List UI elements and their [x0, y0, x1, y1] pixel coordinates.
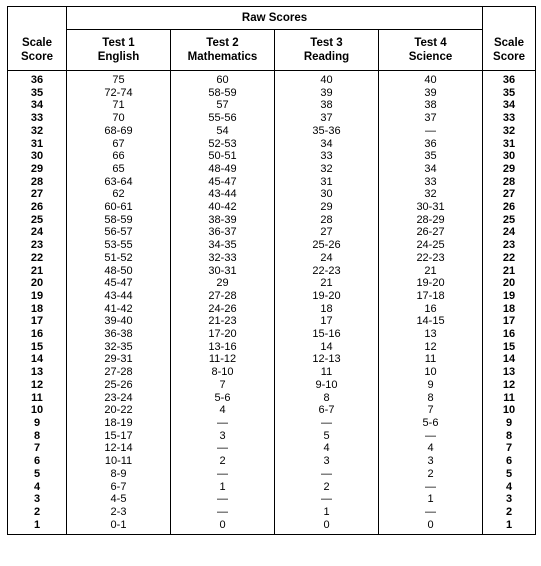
reading-raw: 29	[275, 201, 379, 214]
mathematics-raw: 43-44	[171, 188, 275, 201]
reading-raw: 21	[275, 277, 379, 290]
science-raw: 37	[379, 112, 483, 125]
table-row	[8, 150, 536, 163]
table-row	[8, 379, 536, 392]
table-row	[8, 214, 536, 227]
mathematics-raw: 58-59	[171, 87, 275, 100]
mathematics-raw: —	[171, 417, 275, 430]
table-row	[8, 417, 536, 430]
table-row	[8, 455, 536, 468]
table-row	[8, 163, 536, 176]
science-raw: 10	[379, 366, 483, 379]
science-header-line2: Science	[408, 51, 453, 63]
scale-score-left: 13	[8, 366, 67, 379]
table-row	[8, 188, 536, 201]
scale-score-right: 4	[483, 481, 536, 494]
reading-raw: 2	[275, 481, 379, 494]
scale-score-left: 14	[8, 353, 67, 366]
reading-header-line1: Test 3	[310, 37, 343, 49]
mathematics-raw: 11-12	[171, 353, 275, 366]
table-row	[8, 99, 536, 112]
scale-score-right: 35	[483, 87, 536, 100]
scale-score-right: 11	[483, 392, 536, 405]
mathematics-raw: 13-16	[171, 341, 275, 354]
english-raw: 68-69	[67, 125, 171, 138]
table-row	[8, 87, 536, 100]
mathematics-raw: 8-10	[171, 366, 275, 379]
scale-score-left: 31	[8, 138, 67, 151]
english-raw: 72-74	[67, 87, 171, 100]
table-row	[8, 430, 536, 443]
table-row	[8, 404, 536, 417]
scale-score-right: 5	[483, 468, 536, 481]
table-row	[8, 328, 536, 341]
scale-score-right: 24	[483, 226, 536, 239]
scale-score-left: 24	[8, 226, 67, 239]
reading-raw: 15-16	[275, 328, 379, 341]
mathematics-raw: 27-28	[171, 290, 275, 303]
mathematics-raw: 32-33	[171, 252, 275, 265]
english-raw: 2-3	[67, 506, 171, 519]
reading-raw: 12-13	[275, 353, 379, 366]
scale-score-left: 22	[8, 252, 67, 265]
scale-score-left: 4	[8, 481, 67, 494]
scale-score-left: 36	[8, 71, 67, 87]
reading-raw: 1	[275, 506, 379, 519]
mathematics-header-line2: Mathematics	[187, 51, 258, 63]
scale-score-left: 6	[8, 455, 67, 468]
english-raw: 62	[67, 188, 171, 201]
table-row	[8, 201, 536, 214]
english-raw: 51-52	[67, 252, 171, 265]
reading-raw: 34	[275, 138, 379, 151]
scale-score-header-right-top	[483, 7, 536, 30]
mathematics-header	[171, 30, 275, 71]
science-raw: 2	[379, 468, 483, 481]
scale-score-right: 15	[483, 341, 536, 354]
reading-raw: 11	[275, 366, 379, 379]
scale-score-left: 2	[8, 506, 67, 519]
score-rows	[8, 71, 536, 535]
table-row	[8, 303, 536, 316]
reading-raw: 4	[275, 442, 379, 455]
reading-raw: 9-10	[275, 379, 379, 392]
science-raw: 30-31	[379, 201, 483, 214]
mathematics-raw: 52-53	[171, 138, 275, 151]
science-raw: 5-6	[379, 417, 483, 430]
scale-score-left: 16	[8, 328, 67, 341]
table-row	[8, 125, 536, 138]
table-row	[8, 138, 536, 151]
table-row	[8, 265, 536, 278]
english-raw: 43-44	[67, 290, 171, 303]
science-raw: —	[379, 506, 483, 519]
scale-score-header-left	[8, 30, 67, 71]
science-raw: 14-15	[379, 315, 483, 328]
scale-score-header-left-line2: Score	[21, 50, 53, 63]
science-raw: 22-23	[379, 252, 483, 265]
table-row	[8, 481, 536, 494]
scale-score-left: 21	[8, 265, 67, 278]
science-raw: —	[379, 125, 483, 138]
english-raw: 18-19	[67, 417, 171, 430]
scale-score-right: 18	[483, 303, 536, 316]
scale-score-right: 22	[483, 252, 536, 265]
reading-raw: 28	[275, 214, 379, 227]
reading-raw: —	[275, 468, 379, 481]
scale-score-left: 23	[8, 239, 67, 252]
scale-score-header-right-line2: Score	[493, 50, 525, 63]
mathematics-raw: 1	[171, 481, 275, 494]
scale-score-left: 12	[8, 379, 67, 392]
scale-score-right: 28	[483, 176, 536, 189]
table-row	[8, 341, 536, 354]
reading-raw: 24	[275, 252, 379, 265]
scale-score-right: 2	[483, 506, 536, 519]
science-raw: 8	[379, 392, 483, 405]
scale-score-right: 13	[483, 366, 536, 379]
science-header-line1: Test 4	[414, 37, 447, 49]
scale-score-right: 1	[483, 519, 536, 535]
reading-raw: —	[275, 417, 379, 430]
mathematics-raw: 36-37	[171, 226, 275, 239]
mathematics-raw: 57	[171, 99, 275, 112]
english-raw: 65	[67, 163, 171, 176]
mathematics-raw: 3	[171, 430, 275, 443]
english-raw: 63-64	[67, 176, 171, 189]
score-conversion-table	[7, 6, 536, 535]
reading-raw: 39	[275, 87, 379, 100]
table-row	[8, 252, 536, 265]
scale-score-left: 20	[8, 277, 67, 290]
science-raw: 13	[379, 328, 483, 341]
english-raw: 39-40	[67, 315, 171, 328]
mathematics-raw: 2	[171, 455, 275, 468]
science-raw: —	[379, 481, 483, 494]
table-row	[8, 277, 536, 290]
scale-score-right: 29	[483, 163, 536, 176]
scale-score-left: 18	[8, 303, 67, 316]
english-raw: 0-1	[67, 519, 171, 535]
scale-score-right: 12	[483, 379, 536, 392]
scale-score-right: 31	[483, 138, 536, 151]
reading-raw: 8	[275, 392, 379, 405]
scale-score-left: 5	[8, 468, 67, 481]
english-raw: 45-47	[67, 277, 171, 290]
mathematics-raw: 29	[171, 277, 275, 290]
mathematics-raw: 5-6	[171, 392, 275, 405]
reading-header	[275, 30, 379, 71]
mathematics-raw: —	[171, 468, 275, 481]
scale-score-right: 27	[483, 188, 536, 201]
science-raw: 19-20	[379, 277, 483, 290]
mathematics-raw: 30-31	[171, 265, 275, 278]
scale-score-right: 30	[483, 150, 536, 163]
science-raw: —	[379, 430, 483, 443]
english-raw: 41-42	[67, 303, 171, 316]
scale-score-right: 32	[483, 125, 536, 138]
reading-raw: 25-26	[275, 239, 379, 252]
science-raw: 34	[379, 163, 483, 176]
mathematics-raw: 24-26	[171, 303, 275, 316]
scale-score-right: 10	[483, 404, 536, 417]
english-raw: 27-28	[67, 366, 171, 379]
reading-raw: 14	[275, 341, 379, 354]
table-row	[8, 290, 536, 303]
table-row	[8, 353, 536, 366]
science-raw: 32	[379, 188, 483, 201]
scale-score-right: 7	[483, 442, 536, 455]
english-raw: 12-14	[67, 442, 171, 455]
raw-scores-header: Raw Scores	[67, 7, 483, 30]
english-raw: 36-38	[67, 328, 171, 341]
reading-raw: 18	[275, 303, 379, 316]
science-raw: 17-18	[379, 290, 483, 303]
english-raw: 23-24	[67, 392, 171, 405]
science-raw: 11	[379, 353, 483, 366]
reading-header-line2: Reading	[303, 51, 350, 63]
english-raw: 53-55	[67, 239, 171, 252]
mathematics-raw: 7	[171, 379, 275, 392]
scale-score-left: 33	[8, 112, 67, 125]
scale-score-right: 6	[483, 455, 536, 468]
science-raw: 3	[379, 455, 483, 468]
reading-raw: 37	[275, 112, 379, 125]
english-raw: 29-31	[67, 353, 171, 366]
reading-raw: —	[275, 493, 379, 506]
english-raw: 25-26	[67, 379, 171, 392]
scale-score-right: 26	[483, 201, 536, 214]
english-raw: 20-22	[67, 404, 171, 417]
reading-raw: 6-7	[275, 404, 379, 417]
scale-score-left: 15	[8, 341, 67, 354]
scale-score-right: 14	[483, 353, 536, 366]
table-row	[8, 366, 536, 379]
scale-score-right: 25	[483, 214, 536, 227]
reading-raw: 19-20	[275, 290, 379, 303]
scale-score-left: 29	[8, 163, 67, 176]
scale-score-right: 16	[483, 328, 536, 341]
scale-score-left: 34	[8, 99, 67, 112]
mathematics-raw: 50-51	[171, 150, 275, 163]
science-raw: 38	[379, 99, 483, 112]
reading-raw: 31	[275, 176, 379, 189]
mathematics-raw: 4	[171, 404, 275, 417]
mathematics-raw: 38-39	[171, 214, 275, 227]
science-raw: 39	[379, 87, 483, 100]
table-row	[8, 226, 536, 239]
science-raw: 28-29	[379, 214, 483, 227]
english-raw: 48-50	[67, 265, 171, 278]
scale-score-header-right	[483, 30, 536, 71]
reading-raw: 35-36	[275, 125, 379, 138]
scale-score-left: 30	[8, 150, 67, 163]
science-raw: 33	[379, 176, 483, 189]
science-raw: 1	[379, 493, 483, 506]
mathematics-raw: 45-47	[171, 176, 275, 189]
table-row	[8, 506, 536, 519]
table-row	[8, 315, 536, 328]
scale-score-left: 11	[8, 392, 67, 405]
science-raw: 40	[379, 71, 483, 87]
english-raw: 4-5	[67, 493, 171, 506]
scale-score-right: 9	[483, 417, 536, 430]
english-header	[67, 30, 171, 71]
english-raw: 70	[67, 112, 171, 125]
english-raw: 58-59	[67, 214, 171, 227]
scale-score-left: 19	[8, 290, 67, 303]
mathematics-raw: 21-23	[171, 315, 275, 328]
table-row	[8, 493, 536, 506]
scale-score-header-left-line1: Scale	[21, 36, 53, 49]
mathematics-raw: —	[171, 506, 275, 519]
reading-raw: 0	[275, 519, 379, 535]
scale-score-left: 1	[8, 519, 67, 535]
english-raw: 66	[67, 150, 171, 163]
mathematics-raw: 17-20	[171, 328, 275, 341]
scale-score-header-left-top	[8, 7, 67, 30]
scale-score-left: 27	[8, 188, 67, 201]
english-raw: 6-7	[67, 481, 171, 494]
reading-raw: 17	[275, 315, 379, 328]
scale-score-right: 21	[483, 265, 536, 278]
science-raw: 4	[379, 442, 483, 455]
reading-raw: 40	[275, 71, 379, 87]
science-raw: 24-25	[379, 239, 483, 252]
reading-raw: 33	[275, 150, 379, 163]
english-raw: 75	[67, 71, 171, 87]
scale-score-left: 26	[8, 201, 67, 214]
science-raw: 0	[379, 519, 483, 535]
scale-score-left: 10	[8, 404, 67, 417]
scale-score-left: 32	[8, 125, 67, 138]
english-raw: 8-9	[67, 468, 171, 481]
scale-score-right: 34	[483, 99, 536, 112]
mathematics-raw: 55-56	[171, 112, 275, 125]
table-row	[8, 112, 536, 125]
science-raw: 12	[379, 341, 483, 354]
scale-score-left: 28	[8, 176, 67, 189]
table-row	[8, 519, 536, 535]
scale-score-right: 20	[483, 277, 536, 290]
scale-score-header-right-line1: Scale	[493, 36, 525, 49]
reading-raw: 38	[275, 99, 379, 112]
english-raw: 10-11	[67, 455, 171, 468]
science-raw: 26-27	[379, 226, 483, 239]
table-row	[8, 468, 536, 481]
reading-raw: 3	[275, 455, 379, 468]
score-conversion-table-container	[7, 6, 535, 560]
scale-score-left: 35	[8, 87, 67, 100]
reading-raw: 5	[275, 430, 379, 443]
mathematics-raw: 48-49	[171, 163, 275, 176]
mathematics-raw: 40-42	[171, 201, 275, 214]
table-row	[8, 71, 536, 87]
scale-score-right: 8	[483, 430, 536, 443]
table-row	[8, 392, 536, 405]
scale-score-right: 36	[483, 71, 536, 87]
scale-score-right: 19	[483, 290, 536, 303]
table-row	[8, 176, 536, 189]
mathematics-raw: —	[171, 442, 275, 455]
scale-score-left: 7	[8, 442, 67, 455]
science-raw: 9	[379, 379, 483, 392]
english-header-line2: English	[97, 51, 140, 63]
science-raw: 16	[379, 303, 483, 316]
reading-raw: 22-23	[275, 265, 379, 278]
english-raw: 60-61	[67, 201, 171, 214]
scale-score-left: 25	[8, 214, 67, 227]
reading-raw: 32	[275, 163, 379, 176]
science-raw: 36	[379, 138, 483, 151]
table-row	[8, 239, 536, 252]
mathematics-raw: 34-35	[171, 239, 275, 252]
mathematics-header-line1: Test 2	[206, 37, 239, 49]
scale-score-right: 3	[483, 493, 536, 506]
english-raw: 67	[67, 138, 171, 151]
scale-score-right: 33	[483, 112, 536, 125]
english-header-line1: Test 1	[102, 37, 135, 49]
mathematics-raw: —	[171, 493, 275, 506]
scale-score-left: 3	[8, 493, 67, 506]
science-raw: 7	[379, 404, 483, 417]
english-raw: 71	[67, 99, 171, 112]
english-raw: 56-57	[67, 226, 171, 239]
table-row	[8, 442, 536, 455]
mathematics-raw: 60	[171, 71, 275, 87]
scale-score-right: 23	[483, 239, 536, 252]
mathematics-raw: 54	[171, 125, 275, 138]
science-raw: 35	[379, 150, 483, 163]
science-raw: 21	[379, 265, 483, 278]
scale-score-left: 8	[8, 430, 67, 443]
english-raw: 15-17	[67, 430, 171, 443]
scale-score-left: 9	[8, 417, 67, 430]
reading-raw: 30	[275, 188, 379, 201]
scale-score-left: 17	[8, 315, 67, 328]
english-raw: 32-35	[67, 341, 171, 354]
science-header	[379, 30, 483, 71]
reading-raw: 27	[275, 226, 379, 239]
mathematics-raw: 0	[171, 519, 275, 535]
scale-score-right: 17	[483, 315, 536, 328]
